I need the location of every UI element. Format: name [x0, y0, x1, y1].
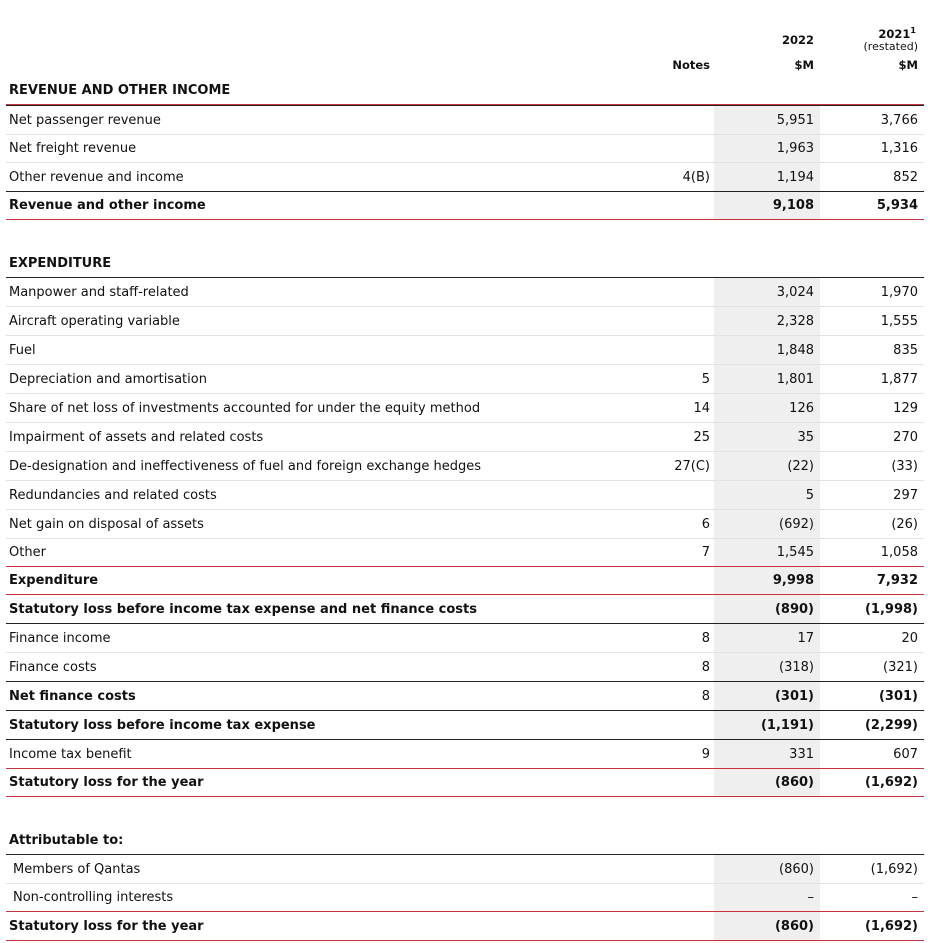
row-note: 25: [693, 429, 710, 445]
restated-header: (restated): [863, 40, 918, 53]
value-2021: (301): [878, 688, 918, 704]
total-row-loss-before-tax-finance: [6, 595, 924, 624]
value-2021: (33): [891, 458, 918, 474]
value-2021: (1,692): [870, 861, 918, 877]
table-row-finance-income: [6, 624, 924, 653]
value-2021: (26): [891, 516, 918, 532]
table-row: [6, 423, 924, 452]
row-label: Statutory loss before income tax expense and net finance costs: [9, 601, 477, 617]
row-label: Other revenue and income: [9, 169, 184, 185]
row-label: Net freight revenue: [9, 140, 137, 156]
row-label: De-designation and ineffectiveness of fuel and foreign exchange hedges: [9, 458, 482, 474]
value-2021: 7,932: [876, 572, 918, 588]
value-2022: (692): [779, 516, 814, 532]
table-row-income-tax-benefit: [6, 740, 924, 769]
table-row-nci: [6, 883, 924, 912]
row-label: Income tax benefit: [9, 746, 132, 762]
value-2022: 1,963: [776, 140, 814, 156]
value-2021: 1,058: [880, 544, 918, 560]
row-note: 6: [701, 516, 710, 532]
value-2021: 129: [893, 400, 918, 416]
value-2021: 607: [893, 746, 918, 762]
unit-2021-header: $M: [898, 58, 918, 72]
year-2021-header: [820, 26, 916, 41]
value-2022: (22): [787, 458, 814, 474]
year-2021-text: 2021: [878, 26, 911, 41]
value-2022: (860): [774, 918, 814, 934]
row-label: Revenue and other income: [9, 197, 206, 213]
table-row: [6, 307, 924, 336]
value-2022: (1,191): [760, 717, 814, 733]
value-2021: 1,316: [880, 140, 918, 156]
value-2021: (321): [883, 659, 918, 675]
table-row: [6, 105, 924, 135]
row-label: Finance income: [9, 630, 111, 646]
value-2022: –: [807, 889, 814, 905]
table-row: [6, 134, 924, 163]
value-2021: (1,692): [864, 774, 918, 790]
row-label: Depreciation and amortisation: [9, 371, 207, 387]
value-2021: (1,692): [864, 918, 918, 934]
row-label: Statutory loss for the year: [9, 774, 204, 790]
row-label: Manpower and staff-related: [9, 284, 189, 300]
value-2021: 1,555: [880, 313, 918, 329]
table-row: [6, 452, 924, 481]
row-label: Finance costs: [9, 659, 97, 675]
value-2022: (318): [779, 659, 814, 675]
year-2021-footnote: 1: [910, 26, 916, 35]
value-2021: 3,766: [880, 112, 918, 128]
row-label: Statutory loss for the year: [9, 918, 204, 934]
value-2022: (860): [774, 774, 814, 790]
value-2022: 5: [805, 487, 814, 503]
table-row: [6, 481, 924, 510]
row-label: Share of net loss of investments accounted for under the equity method: [9, 400, 481, 416]
value-2022: (890): [774, 601, 814, 617]
row-label: EXPENDITURE: [9, 255, 112, 271]
value-2022: 126: [789, 400, 814, 416]
value-2022: 1,194: [776, 169, 814, 185]
total-row-attributable: [6, 912, 924, 941]
value-2021: (2,299): [864, 717, 918, 733]
value-2022: 9,108: [772, 197, 814, 213]
row-note: 9: [701, 746, 710, 762]
row-label: Attributable to:: [9, 832, 124, 848]
total-row-loss-before-tax: [6, 711, 924, 740]
row-note: 7: [701, 544, 710, 560]
value-2021: 20: [901, 630, 918, 646]
row-label: Fuel: [9, 342, 36, 358]
section-heading-attributable: [6, 826, 924, 855]
row-label: Net passenger revenue: [9, 112, 161, 128]
value-2022: (860): [779, 861, 814, 877]
table-row: [6, 365, 924, 394]
value-2021: 5,934: [876, 197, 918, 213]
value-2021: 835: [893, 342, 918, 358]
table-row: [6, 278, 924, 307]
unit-2022-header: $M: [794, 58, 814, 72]
row-label: Members of Qantas: [13, 861, 141, 877]
value-2022: 17: [797, 630, 814, 646]
value-2022: 35: [797, 429, 814, 445]
row-note: 4(B): [682, 169, 710, 185]
table-row: [6, 394, 924, 423]
value-2021: 297: [893, 487, 918, 503]
table-row: [6, 163, 924, 192]
row-note: 8: [701, 630, 710, 646]
value-2022: 2,328: [776, 313, 814, 329]
row-note: 5: [701, 371, 710, 387]
row-label: Non-controlling interests: [13, 889, 174, 905]
value-2022: 1,545: [776, 544, 814, 560]
row-label: Expenditure: [9, 572, 99, 588]
notes-header: Notes: [672, 58, 710, 72]
value-2021: –: [911, 889, 918, 905]
value-2022: 1,848: [776, 342, 814, 358]
row-label: Statutory loss before income tax expense: [9, 717, 316, 733]
table-row-finance-costs: [6, 653, 924, 682]
section-heading-expenditure: [6, 249, 924, 278]
year-2022-header: 2022: [781, 33, 814, 47]
section-heading-revenue: [6, 76, 924, 105]
value-2022: 3,024: [776, 284, 814, 300]
table-row: [6, 538, 924, 567]
value-2022: 9,998: [772, 572, 814, 588]
row-label: REVENUE AND OTHER INCOME: [9, 82, 231, 98]
value-2022: (301): [774, 688, 814, 704]
row-label: Impairment of assets and related costs: [9, 429, 264, 445]
row-label: Redundancies and related costs: [9, 487, 217, 503]
row-label: Other: [9, 544, 46, 560]
table-row: [6, 336, 924, 365]
row-label: Aircraft operating variable: [9, 313, 180, 329]
row-label: Net gain on disposal of assets: [9, 516, 204, 532]
row-note: 27(C): [674, 458, 710, 474]
total-row-expenditure: [6, 566, 924, 595]
value-2021: 270: [893, 429, 918, 445]
total-row-loss-for-year: [6, 768, 924, 797]
row-label: Net finance costs: [9, 688, 136, 704]
value-2022: 1,801: [776, 371, 814, 387]
row-note: 8: [701, 659, 710, 675]
value-2021: 1,877: [880, 371, 918, 387]
total-row-net-finance-costs: [6, 682, 924, 711]
value-2022: 331: [789, 746, 814, 762]
value-2022: 5,951: [776, 112, 814, 128]
value-2021: 1,970: [880, 284, 918, 300]
value-2021: (1,998): [864, 601, 918, 617]
total-row-revenue: [6, 191, 924, 220]
row-note: 14: [693, 400, 710, 416]
table-row-members: [6, 855, 924, 884]
table-row: [6, 510, 924, 539]
value-2021: 852: [893, 169, 918, 185]
row-note: 8: [701, 688, 710, 704]
